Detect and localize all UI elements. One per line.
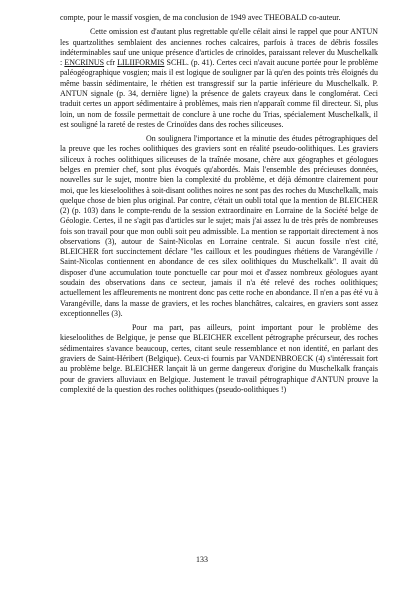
paragraph bbox=[60, 27, 378, 130]
paragraph bbox=[60, 323, 378, 395]
text-run: compte, pour le massif vosgien, de ma conclusion de 1949 avec THEOBALD co-auteur. bbox=[60, 13, 341, 22]
underlined-taxon: LILIIFORMIS bbox=[117, 58, 165, 68]
text-run: cfr bbox=[104, 58, 118, 68]
body-text bbox=[60, 13, 378, 395]
text-run: Pour ma part, pas ailleurs, point important pour le problème des kieseloolithes de Belgique, je pense que BLEICHER excellent pétrographe précurseur, des roches sédimentaires s'avance beaucoup, certes, citant seule ressemblance et non identité, en parlant des graviers de Saint-Héribert (Belgique). Ceux-ci fournis par VANDENBROECK (4) s'intéressait fort au problème belge. BLEICHER lançait là un germe dangereux d'origine du Muschelkalk français pour de graviers alluviaux en Belgique. Justement le travail pétrographique d'ANTUN prouve la complexité de la question des roches oolithiques (pseudo-oolithiques !) bbox=[60, 323, 378, 394]
paragraph bbox=[60, 13, 378, 23]
text-run: SCHL. (p. 41). Certes ceci n'avait aucune portée pour le problème paléogéographique vosgien; mais il est logique de souligner par là qu'en des points très éloignés du même bassin sédimentaire, le rhétien est transgressif sur la partie inférieure du Muschelkalk. P. ANTUN signale (p. 34, dernière ligne) la présence de galets crayeux dans le conglomérat. Ceci traduit certes un apport sédimentaire à problèmes, mais rien n'apparaît comme fil directeur. Si, plus loin, un nom de fossile permettait de conclure à une roche du Trias, spécialement Muschelkalk, il est souligné la rareté de restes de Crinoïdes dans des roches siliceuses. bbox=[60, 58, 378, 129]
paragraph bbox=[60, 134, 378, 319]
text-run: On soulignera l'importance et la minutie des études pétrographiques del la preuve que les roches oolithiques des graviers sont en réalité pseudo-oolithiques. Les graviers siliceux à roches oolithiques siliceuses de la traînée mosane, chère aux géographes et géologues belges en premier chef, sont plus évoqués qu'abordés. Mais l'ensemble des précieuses données, nouvelles sur le sujet, montre bien la complexité du problème, et déjà démontre clairement pour moi, que les kieseloolithes à soit-disant oolithes noires ne sont pas des roches du Muschelkalk, mais quelque chose de bien plus original. Par contre, c'était un oubli total que la mention de BLEICHER (2) (p. 103) dans le compte-rendu de la session extraordinaire en Lorraine de la Société belge de Géologie. Certes, il ne s'agit pas d'articles sur le sujet; mais j'ai assez lu de très près de nombreuses fois son travail pour que mon oubli soit peu admissible. La mention se rapportait directement à nos observations (3), autour de Saint-Nicolas en Lorraine centrale. Si aucun fossile n'est cité, BLEICHER fort succinctement déclare "les cailloux et les poudingues rhétiens de Varangéville / Saint-Nicolas contiennent en abondance de ces silex oolithiques du Muschelkalk". Il avait dû disposer d'une accumulation toute ponctuelle car pour moi et d'assez nombreux géologues ayant soudain des observations dans ce secteur, jamais il n'a été relevé des roches oolithiques; actuellement les affleurements ne montrent donc pas cette roche en abondance. Il n'en a pas été vu à Varangéville, dans la masse de graviers, et les roches blanchâtres, calcaires, en graviers sont assez exceptionnelles (3). bbox=[60, 134, 378, 318]
underlined-taxon: ENCRINUS bbox=[64, 58, 105, 68]
text-run: Cette omission est d'autant plus regrettable qu'elle célait ainsi le rappel que pour ANTUN les quartzolithes semblaient des anciennes roches calcaires, parfois à traces de débris fossiles indéterminables sauf une unique présence d'articles de crinoïdes, paraissant relever du Muschelkalk : bbox=[60, 27, 378, 68]
page-number: 133 bbox=[196, 555, 208, 564]
